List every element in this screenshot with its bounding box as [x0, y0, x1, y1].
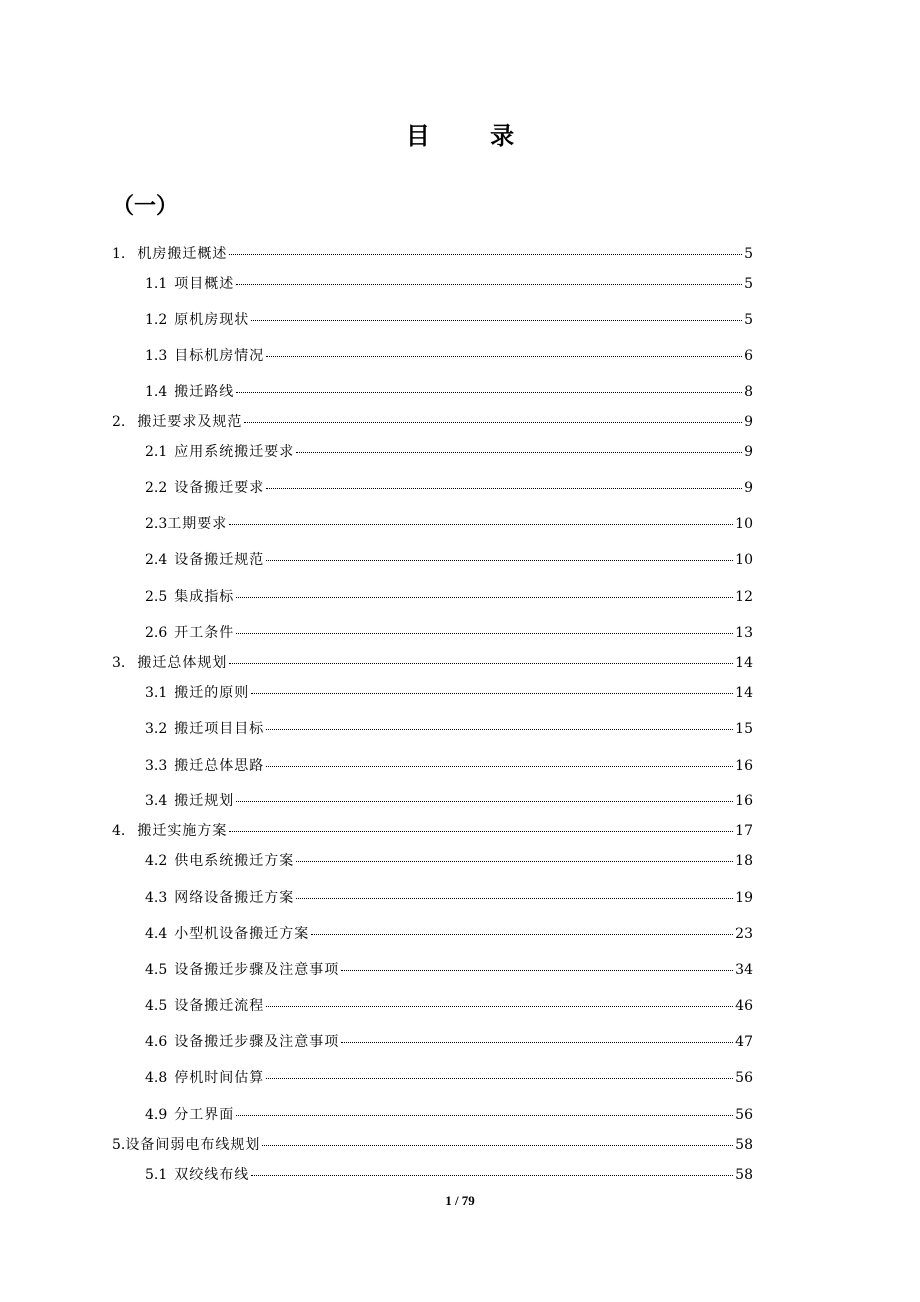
toc-entry[interactable] [145, 275, 753, 293]
toc-entry-page: 19 [735, 890, 753, 906]
toc-entry-leader [229, 831, 733, 832]
toc-entry-leader [251, 320, 742, 321]
toc-entry[interactable] [145, 852, 753, 870]
toc-entry-leader [236, 597, 733, 598]
toc-entry-number: 1. [112, 246, 126, 262]
toc-entry-number: 1.1 [145, 276, 168, 292]
toc-entry-number: 5.1 [145, 1167, 168, 1183]
toc-entry-leader [341, 1042, 733, 1043]
toc-entry[interactable] [145, 624, 753, 642]
toc-entry-number: 4.8 [145, 1070, 168, 1086]
toc-entry[interactable] [145, 1166, 753, 1184]
toc-entry[interactable] [145, 720, 753, 738]
toc-entry-leader [251, 1175, 733, 1176]
toc-entry-number: 3.3 [145, 758, 168, 774]
toc-entry-number: 1.3 [145, 348, 168, 364]
toc-entry-number: 3.4 [145, 793, 168, 809]
toc-entry-leader [236, 392, 742, 393]
toc-entry-label: 设备搬迁流程 [174, 998, 265, 1014]
toc-entry-number: 4.5 [145, 998, 168, 1014]
toc-entry-label: 搬迁总体规划 [137, 655, 228, 671]
toc-entry-label: 设备搬迁规范 [174, 552, 265, 568]
toc-entry-page: 5 [744, 246, 753, 262]
toc-entry[interactable] [145, 551, 753, 569]
toc-entry-label: 应用系统搬迁要求 [174, 444, 295, 460]
toc-entry-number: 5. [112, 1137, 126, 1153]
toc-entry-label: 搬迁要求及规范 [137, 414, 243, 430]
toc-entry-page: 5 [744, 276, 753, 292]
toc-entry-number: 4.5 [145, 962, 168, 978]
section-marker: （一） [112, 194, 179, 219]
toc-entry-page: 16 [735, 793, 753, 809]
toc-entry-label: 开工条件 [174, 625, 235, 641]
toc-entry-number: 2.4 [145, 552, 168, 568]
toc-entry-page: 14 [735, 685, 753, 701]
toc-entry-leader [296, 898, 733, 899]
toc-entry-page: 10 [735, 552, 753, 568]
toc-entry-label: 分工界面 [174, 1107, 235, 1123]
toc-entry[interactable] [112, 1136, 753, 1154]
toc-entry-leader [251, 693, 733, 694]
toc-entry-label: 项目概述 [174, 276, 235, 292]
toc-entry-number: 4. [112, 823, 126, 839]
toc-entry[interactable] [145, 1069, 753, 1087]
toc-entry-number: 2.5 [145, 589, 168, 605]
toc-entry-page: 17 [735, 823, 753, 839]
toc-entry-leader [296, 452, 742, 453]
toc-entry-number: 4.6 [145, 1034, 168, 1050]
toc-entry-page: 23 [735, 926, 753, 942]
toc-entry-leader [236, 633, 733, 634]
toc-entry-label: 原机房现状 [174, 312, 250, 328]
toc-entry-number: 3. [112, 655, 126, 671]
toc-entry[interactable] [145, 889, 753, 907]
toc-entry-number: 4.9 [145, 1107, 168, 1123]
toc-entry-page: 9 [744, 480, 753, 496]
toc-entry-label: 搬迁实施方案 [137, 823, 228, 839]
toc-entry-label: 网络设备搬迁方案 [174, 890, 295, 906]
toc-entry-page: 9 [744, 414, 753, 430]
toc-entry-page: 47 [735, 1034, 753, 1050]
toc-entry-label: 机房搬迁概述 [137, 246, 228, 262]
toc-entry-page: 6 [744, 348, 753, 364]
toc-entry-number: 4.2 [145, 853, 168, 869]
toc-entry-label: 搬迁规划 [174, 793, 235, 809]
toc-entry-page: 9 [744, 444, 753, 460]
toc-entry-leader [296, 861, 733, 862]
toc-entry[interactable] [145, 347, 753, 365]
toc-entry-number: 2.6 [145, 625, 168, 641]
toc-entry[interactable] [145, 792, 753, 810]
toc-entry[interactable] [145, 961, 753, 979]
toc-entry-leader [236, 284, 742, 285]
toc-entry[interactable] [145, 925, 753, 943]
toc-entry-number: 3.1 [145, 685, 168, 701]
toc-entry[interactable] [145, 443, 753, 461]
toc-entry[interactable] [112, 413, 753, 431]
toc-entry[interactable] [145, 1033, 753, 1051]
toc-entry[interactable] [145, 383, 753, 401]
toc-entry-leader [262, 1145, 733, 1146]
toc-entry-page: 13 [735, 625, 753, 641]
toc-entry-leader [266, 729, 733, 730]
page-number-footer: 1 / 79 [445, 1193, 475, 1208]
toc-entry-page: 58 [735, 1137, 753, 1153]
toc-entry[interactable] [112, 822, 753, 840]
toc-entry-leader [311, 934, 733, 935]
toc-entry-label: 工期要求 [167, 516, 228, 532]
toc-entry-label: 供电系统搬迁方案 [174, 853, 295, 869]
toc-entry-number: 1.2 [145, 312, 168, 328]
toc-entry-label: 设备搬迁步骤及注意事项 [174, 962, 340, 978]
toc-entry-label: 设备搬迁要求 [174, 480, 265, 496]
toc-entry-page: 10 [735, 516, 753, 532]
toc-entry-leader [266, 560, 733, 561]
toc-entry-label: 停机时间估算 [174, 1070, 265, 1086]
toc-entry-number: 4.3 [145, 890, 168, 906]
toc-entry-page: 16 [735, 758, 753, 774]
toc-entry-number: 1.4 [145, 384, 168, 400]
toc-entry-leader [236, 801, 733, 802]
page-title: 目 录 [405, 122, 541, 150]
toc-entry[interactable] [145, 479, 753, 497]
toc-entry-label: 集成指标 [174, 589, 235, 605]
toc-entry-page: 8 [744, 384, 753, 400]
toc-entry[interactable] [112, 245, 753, 263]
toc-entry-number: 2.1 [145, 444, 168, 460]
toc-entry-label: 双绞线布线 [174, 1167, 250, 1183]
toc-entry[interactable] [112, 654, 753, 672]
toc-entry-number: 2.3 [145, 516, 168, 532]
toc-entry-label: 搬迁路线 [174, 384, 235, 400]
toc-entry-page: 46 [735, 998, 753, 1014]
toc-entry-page: 14 [735, 655, 753, 671]
toc-entry-label: 设备搬迁步骤及注意事项 [174, 1034, 340, 1050]
toc-entry[interactable] [145, 311, 753, 329]
toc-entry-label: 搬迁项目目标 [174, 721, 265, 737]
toc-entry-page: 34 [735, 962, 753, 978]
toc-entry[interactable] [145, 757, 753, 775]
toc-entry-leader [266, 356, 742, 357]
toc-entry-leader [229, 524, 733, 525]
toc-entry-leader [266, 1006, 733, 1007]
toc-entry[interactable] [145, 684, 753, 702]
toc-entry[interactable] [145, 997, 753, 1015]
toc-entry-number: 4.4 [145, 926, 168, 942]
toc-entry-page: 56 [735, 1107, 753, 1123]
toc-entry-number: 3.2 [145, 721, 168, 737]
toc-entry-leader [229, 254, 742, 255]
toc-entry-page: 5 [744, 312, 753, 328]
toc-entry-page: 15 [735, 721, 753, 737]
toc-entry[interactable] [145, 1106, 753, 1124]
toc-entry-leader [266, 488, 742, 489]
toc-entry-page: 58 [735, 1167, 753, 1183]
toc-entry-leader [229, 663, 733, 664]
toc-entry-label: 搬迁总体思路 [174, 758, 265, 774]
toc-entry-label: 目标机房情况 [174, 348, 265, 364]
toc-entry-leader [236, 1115, 733, 1116]
toc-entry-page: 56 [735, 1070, 753, 1086]
toc-entry-leader [244, 422, 742, 423]
toc-entry-leader [341, 970, 733, 971]
toc-entry-number: 2.2 [145, 480, 168, 496]
toc-entry-leader [266, 1078, 733, 1079]
toc-entry-page: 18 [735, 853, 753, 869]
toc-entry-page: 12 [735, 589, 753, 605]
toc-entry[interactable] [145, 588, 753, 606]
toc-entry-number: 2. [112, 414, 126, 430]
toc-entry[interactable] [145, 515, 753, 533]
toc-entry-label: 小型机设备搬迁方案 [174, 926, 310, 942]
toc-entry-leader [266, 766, 733, 767]
toc-entry-label: 搬迁的原则 [174, 685, 250, 701]
toc-entry-label: 设备间弱电布线规划 [125, 1137, 261, 1153]
